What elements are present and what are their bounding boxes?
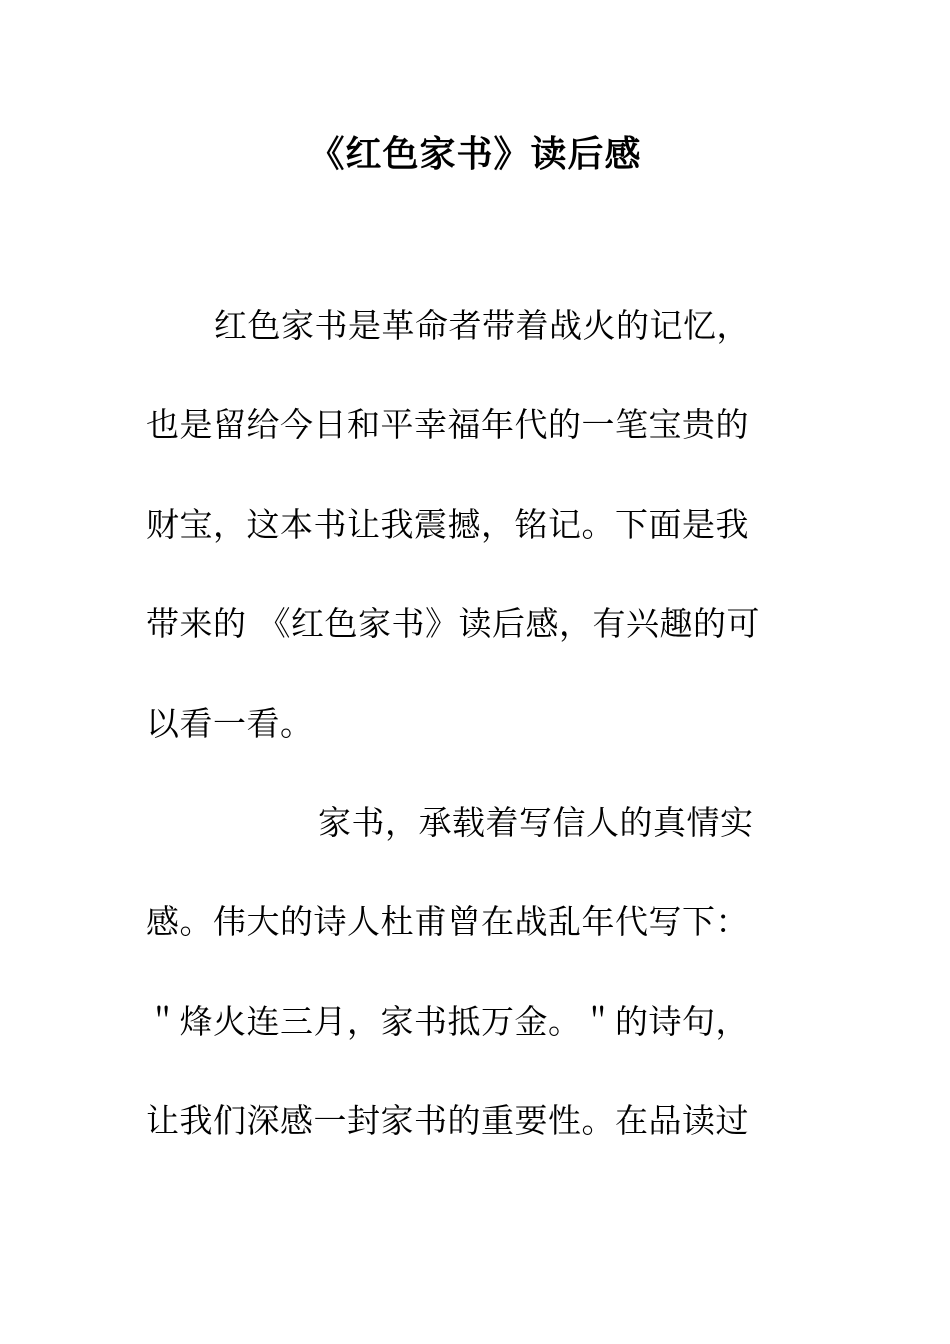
body-line: 红色家书是革命者带着战火的记忆，: [214, 306, 750, 345]
body-line: 家书，承载着写信人的真情实: [318, 802, 754, 842]
body-line: 感。伟大的诗人杜甫曾在战乱年代写下：: [146, 902, 749, 942]
body-line: 也是留给今日和平幸福年代的一笔宝贵的: [146, 405, 749, 445]
body-line: ＂烽火连三月，家书抵万金。＂的诗句，: [146, 1001, 749, 1041]
body-line: 让我们深感一封家书的重要性。在品读过: [146, 1101, 749, 1141]
document-title: 《红色家书》读后感: [308, 133, 642, 175]
document-body: [146, 292, 866, 1187]
body-line: 以看一看。: [146, 703, 314, 743]
body-line: 带来的 《红色家书》读后感，有兴趣的可: [146, 604, 760, 644]
body-line: 财宝，这本书让我震撼，铭记。下面是我: [146, 504, 749, 544]
